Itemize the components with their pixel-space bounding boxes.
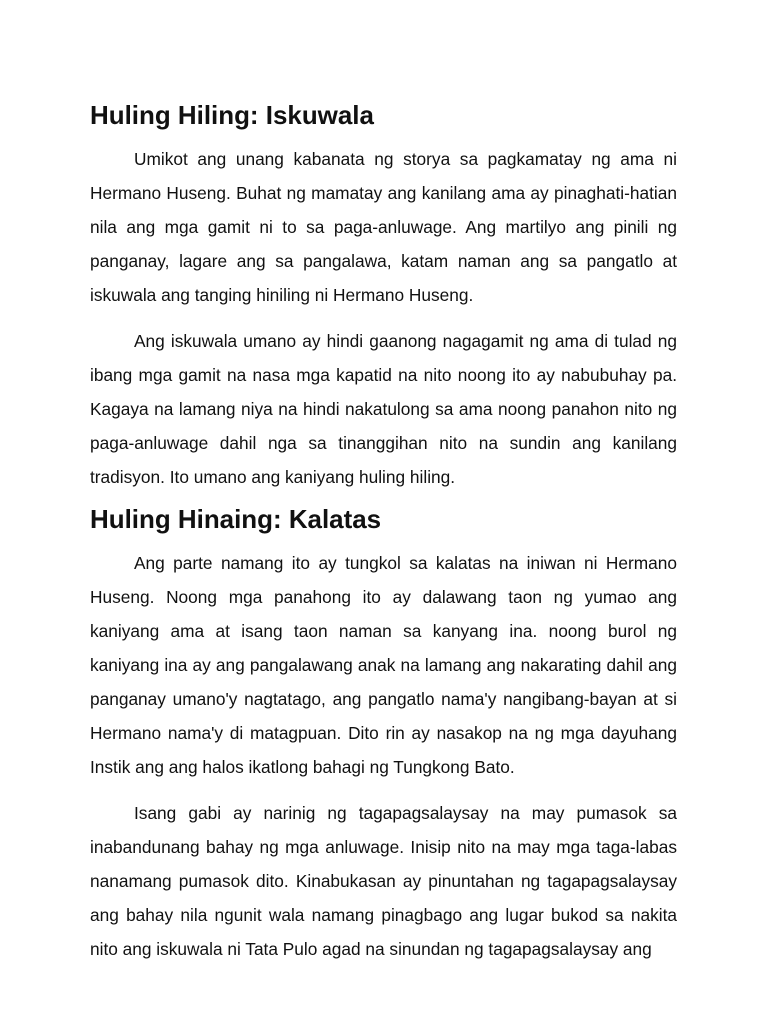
section-heading-huling-hinaing: Huling Hinaing: Kalatas bbox=[90, 506, 382, 534]
paragraph-3: Ang parte namang ito ay tungkol sa kalatas na iniwan ni Hermano Huseng. Noong mga panahong ito ay dalawang taon ng yumao ang kaniyang ama at isang taon naman sa kanyang ina. noong burol ng kaniyang ina ay ang pangalawang anak na lamang ang nakarating dahil ang panganay umano'y nagtatago, ang pangatlo nama'y nangibang-bayan at si Hermano nama'y di matagpuan. Dito rin ay nasakop na ng mga dayuhang Instik ang ang halos ikatlong bahagi ng Tungkong Bato. bbox=[90, 553, 677, 777]
paragraph-2: Ang iskuwala umano ay hindi gaanong nagagamit ng ama di tulad ng ibang mga gamit na nasa mga kapatid na nito noong ito ay nabubuhay pa. Kagaya na lamang niya na hindi nakatulong sa ama noong panahon nito ng paga-anluwage dahil nga sa tinanggihan nito na sundin ang kanilang tradisyon. Ito umano ang kaniyang huling hiling. bbox=[90, 331, 677, 487]
paragraph-1: Umikot ang unang kabanata ng storya sa pagkamatay ng ama ni Hermano Huseng. Buhat ng mamatay ang kanilang ama ay pinaghati-hatian nila ang mga gamit ni to sa paga-anluwage. Ang martilyo ang pinili ng panganay, lagare ang sa pangalawa, katam naman ang sa pangatlo at iskuwala ang tanging hiniling ni Hermano Huseng. bbox=[90, 149, 677, 305]
document-page bbox=[90, 100, 677, 966]
section-heading-huling-hiling: Huling Hiling: Iskuwala bbox=[90, 102, 374, 130]
paragraph-4: Isang gabi ay narinig ng tagapagsalaysay na may pumasok sa inabandunang bahay ng mga anluwage. Inisip nito na may mga taga-labas nanamang pumasok dito. Kinabukasan ay pinuntahan ng tagapagsalaysay ang bahay nila ngunit wala namang pinagbago ang lugar bukod sa nakita nito ang iskuwala ni Tata Pulo agad na sinundan ng tagapagsalaysay ang bbox=[90, 803, 677, 959]
